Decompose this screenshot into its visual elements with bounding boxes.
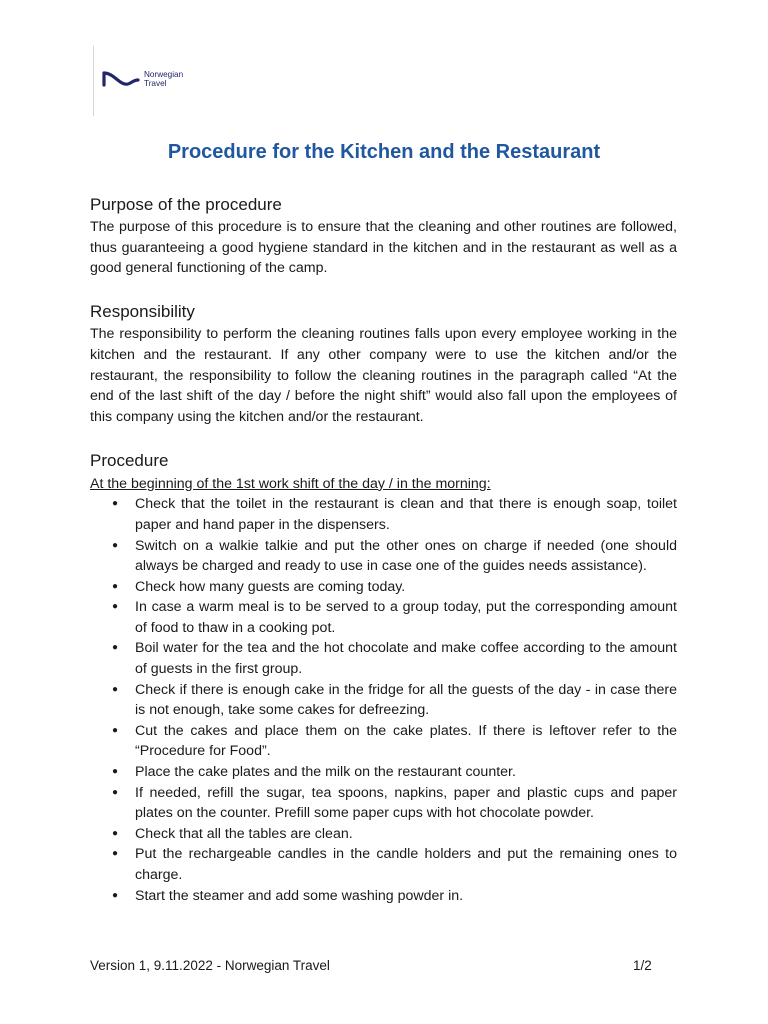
list-item: ● Check that the toilet in the restaurant is clean and that there is enough soap, toilet paper and hand paper in the dispensers. [90,494,677,535]
list-item: ● Put the rechargeable candles in the candle holders and put the remaining ones to charge. [90,844,677,885]
page-title: Procedure for the Kitchen and the Restaurant [167,141,601,163]
document-body [90,194,677,906]
responsibility-section [90,301,677,428]
morning-shift-subheading: At the beginning of the 1st work shift of the day / in the morning: [90,475,491,492]
purpose-section [90,194,677,279]
footer-page-number: 1/2 [633,958,652,973]
list-item: ● Check that all the tables are clean. [90,824,677,845]
list-item: ● Check if there is enough cake in the fridge for all the guests of the day - in case there is not enough, take some cakes for defreezing. [90,680,677,721]
procedure-section [90,450,677,907]
brand-name [144,70,183,88]
list-item: ● Check how many guests are coming today. [90,577,677,598]
brand-line-1: Norwegian [144,70,184,79]
responsibility-text: The responsibility to perform the cleaning routines falls upon every employee working in the kitchen and the restaurant. If any other company were to use the kitchen and/or the restaurant, the responsibility to follow the cleaning routines in the paragraph called “At the end of the last shift of the day / before the night shift” would also fall upon the employees of this company using the kitchen and/or the restaurant. [90,326,677,425]
list-item: ● If needed, refill the sugar, tea spoons, napkins, paper and plastic cups and paper plates on the counter. Prefill some paper cups with hot chocolate powder. [90,783,677,824]
list-item: ● Start the steamer and add some washing powder in. [90,886,677,907]
header-divider [93,46,94,116]
morning-steps-list [90,494,677,906]
procedure-heading: Procedure [90,450,169,470]
list-item: ● Cut the cakes and place them on the cake plates. If there is leftover refer to the “Procedure for Food”. [90,721,677,762]
list-item: ● Boil water for the tea and the hot chocolate and make coffee according to the amount of guests in the first group. [90,638,677,679]
purpose-heading: Purpose of the procedure [90,195,282,214]
responsibility-heading: Responsibility [90,302,195,322]
list-item: ● In case a warm meal is to be served to a group today, put the corresponding amount of food to thaw in a cooking pot. [90,597,677,638]
footer-version: Version 1, 9.11.2022 - Norwegian Travel [90,958,330,973]
brand-logo [102,70,183,88]
wave-logo-icon [102,70,140,88]
list-item: ● Place the cake plates and the milk on the restaurant counter. [90,762,677,783]
list-item: ● Switch on a walkie talkie and put the other ones on charge if needed (one should always be charged and ready to use in case one of the guides needs assistance). [90,536,677,577]
purpose-text: The purpose of this procedure is to ensure that the cleaning and other routines are followed, thus guaranteeing a good hygiene standard in the kitchen and in the restaurant as well as a good general functioning of the camp. [90,219,677,277]
brand-line-2: Travel [144,79,167,88]
